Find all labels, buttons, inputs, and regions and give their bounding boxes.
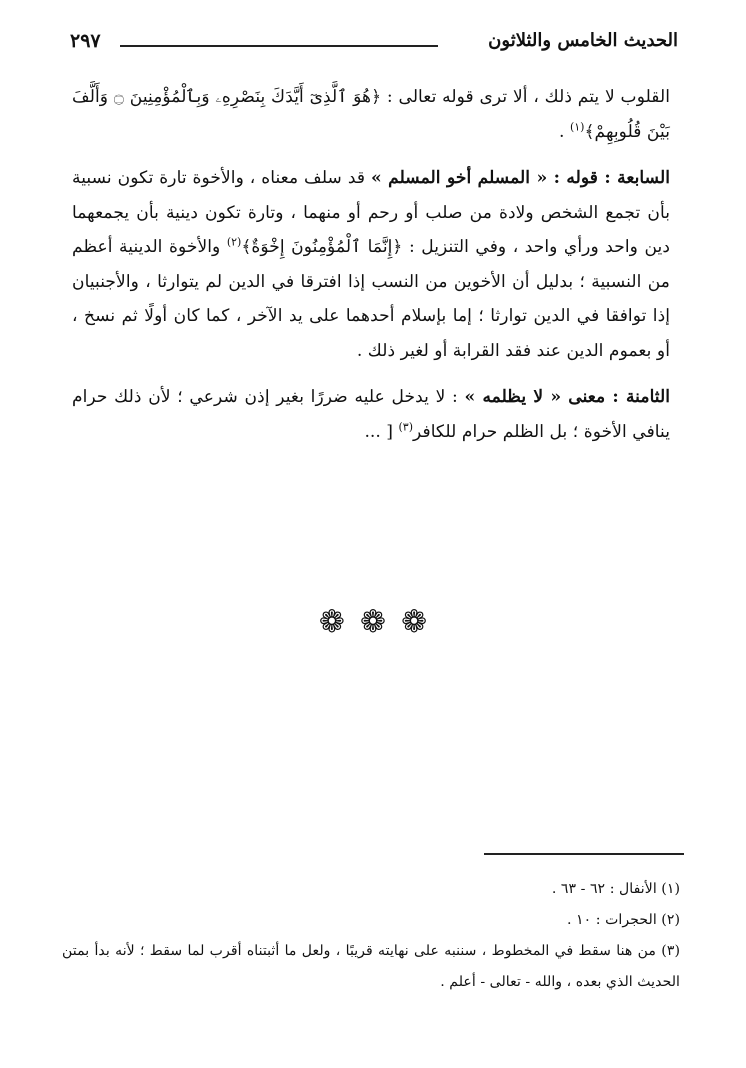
page-header bbox=[70, 30, 678, 60]
footnote-3: (٣) من هنا سقط في المخطوط ، سننبه على نهايته قريبًا ، ولعل ما أثبتناه أقرب لما سقط ؛ لأنه بدأ بمتن الحديث الذي بعده ، والله - تعالى - أعلم . bbox=[62, 943, 680, 990]
flower-ornament-icon: ❁ bbox=[360, 604, 386, 640]
footnote-ref-2: (٢) bbox=[226, 235, 242, 249]
paragraph-1-end: . bbox=[559, 121, 570, 142]
footnotes bbox=[62, 874, 680, 998]
paragraph-2-text-b: والأخوة الدينية أعظم من النسبية ؛ بدليل أن الأخوين من النسب إذا افترقا في الدين لم يتوارثا ، والأجنبيان إذا توافقا في الدين توارثا ؛ إما بإسلام أحدهما على يد الآخر ، كما كان أولًا ثم نسخ ، أو بعموم الدين عند فقد القرابة أو لغير ذلك . bbox=[72, 237, 670, 361]
paragraph-1 bbox=[72, 80, 670, 149]
paragraph-3 bbox=[72, 380, 670, 449]
quran-quote-anfal: ﴿هُوَ ٱلَّذِىٓ أَيَّدَكَ بِنَصْرِهِۦ وَبِٱلْمُؤْمِنِينَ ۝ وَأَلَّفَ بَيْنَ قُلُوبِهِمْ﴾ bbox=[72, 87, 670, 142]
section-divider-ornaments bbox=[0, 604, 746, 640]
paragraph-2-text-a: قد سلف معناه ، والأخوة تارة تكون نسبية بأن تجمع الشخص ولادة من صلب أو رحم أو منهما ، وتارة تكون دينية بأن يجمعهما دين واحد ورأي واحد ، وفي التنزيل : bbox=[72, 168, 670, 257]
footnote-2: (٢) الحجرات : ١٠ . bbox=[566, 912, 680, 928]
paragraph-1-text: القلوب لا يتم ذلك ، ألا ترى قوله تعالى : bbox=[381, 87, 671, 107]
page-number: ٢٩٧ bbox=[70, 30, 101, 52]
paragraph-3-lead: الثامنة : معنى « لا يظلمه » bbox=[464, 387, 671, 407]
quran-quote-hujurat: ﴿إِنَّمَا ٱلْمُؤْمِنُونَ إِخْوَةٌ﴾ bbox=[241, 237, 403, 257]
running-title: الحديث الخامس والثلاثون bbox=[488, 30, 678, 51]
main-text bbox=[72, 80, 670, 461]
footnote-ref-3: (٣) bbox=[398, 419, 413, 433]
footnote-1: (١) الأنفال : ٦٢ - ٦٣ . bbox=[551, 881, 680, 897]
paragraph-3-end: [ ... bbox=[364, 421, 399, 442]
header-rule bbox=[120, 45, 438, 47]
flower-ornament-icon: ❁ bbox=[318, 604, 345, 640]
paragraph-2 bbox=[72, 161, 670, 368]
flower-ornament-icon: ❁ bbox=[401, 604, 428, 640]
paragraph-3-text: : لا يدخل عليه ضررًا بغير إذن شرعي ؛ لأن ذلك حرام ينافي الأخوة ؛ بل الظلم حرام للكافر bbox=[72, 387, 670, 442]
paragraph-2-lead: السابعة : قوله : « المسلم أخو المسلم » bbox=[370, 168, 670, 188]
footnote-ref-1: (١) bbox=[569, 119, 585, 133]
footnote-separator bbox=[484, 853, 684, 855]
